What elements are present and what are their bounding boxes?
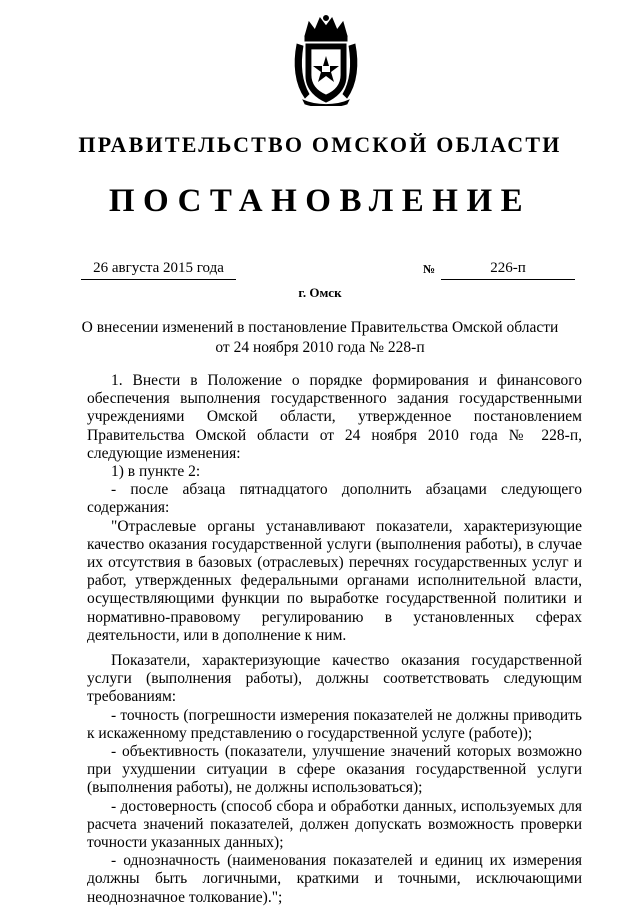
- city-line: г. Омск: [298, 285, 342, 300]
- decree-number: 226-п: [441, 258, 575, 280]
- body-paragraph: "Отраслевые органы устанавливают показатели, характеризующие качество оказания государственной услуги (выполнения работы), в случае их отсутствия в базовых (отраслевых) перечнях государственных услуг и работ, утвержденных федеральными органами исполнительной власти, осуществляющими функции по выработке государственной политики и нормативно-правовому регулированию в установленных сферах деятельности, или в дополнение к ним.: [87, 517, 582, 644]
- decree-date: 26 августа 2015 года: [81, 258, 236, 280]
- body-paragraph: - объективность (показатели, улучшение значений которых возможно при ухудшении ситуации в сфере оказания государственной услуги (выполнения работы), не должны использоваться);: [87, 743, 582, 797]
- body-paragraph: - точность (погрешности измерения показателей не должны приводить к искаженному представлению о государственной услуге (работе));: [87, 706, 582, 742]
- decree-body: [87, 372, 582, 907]
- decree-subject: [0, 318, 640, 358]
- subject-line-2: от 24 ноября 2010 года № 228-п: [215, 339, 425, 356]
- decree-number-label: №: [423, 262, 436, 276]
- body-paragraph: - однозначность (наименования показателей и единиц их измерения должны быть логичными, краткими и точными, исключающими неоднозначное толкование).";: [87, 852, 582, 906]
- government-title: ПРАВИТЕЛЬСТВО ОМСКОЙ ОБЛАСТИ: [78, 132, 562, 157]
- body-paragraph: - после абзаца пятнадцатого дополнить абзацами следующего содержания:: [87, 481, 582, 517]
- body-paragraph: 1) в пункте 2:: [111, 463, 201, 481]
- document-type-title: ПОСТАНОВЛЕНИЕ: [108, 183, 532, 219]
- body-paragraph: - достоверность (способ сбора и обработки данных, используемых для расчета значений показателей, должен допускать возможность проверки точности указанных данных);: [87, 797, 582, 852]
- omsk-coat-of-arms-icon: [291, 14, 361, 106]
- body-paragraph: Показатели, характеризующие качество оказания государственной услуги (выполнения работы), должны соответствовать следующим требованиям:: [87, 652, 582, 706]
- subject-line-1: О внесении изменений в постановление Правительства Омской области: [81, 319, 559, 336]
- body-paragraph: 1. Внести в Положение о порядке формирования и финансового обеспечения выполнения государственного задания государственными учреждениями Омской области, утвержденное постановлением Правительства Омской области от 24 ноября 2010 года № 228-п, следующие изменения:: [87, 372, 582, 462]
